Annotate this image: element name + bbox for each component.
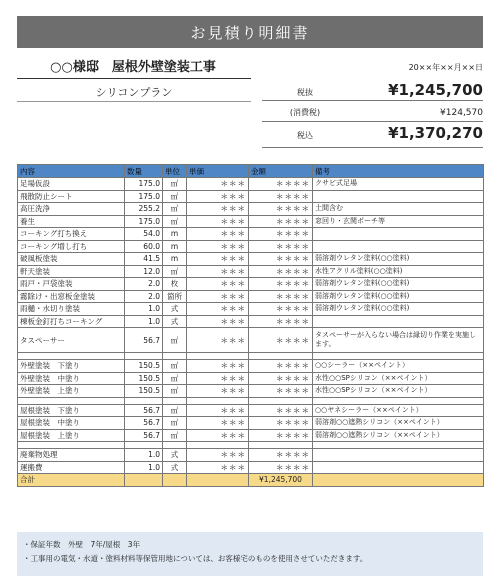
cell-qty: 56.7 — [125, 404, 163, 417]
cell-amount: ＊＊＊＊ — [249, 417, 313, 430]
cell-note: 弱溶剤ウレタン塗料(○○塗料) — [313, 253, 484, 266]
cell-qty: 2.0 — [125, 290, 163, 303]
cell-note — [313, 461, 484, 474]
cell-note — [313, 228, 484, 241]
cell-price: ＊＊＊ — [187, 253, 249, 266]
spacer-cell — [163, 353, 187, 360]
cell-price: ＊＊＊ — [187, 449, 249, 462]
plan-underline — [17, 101, 251, 102]
cell-item: 高圧洗浄 — [18, 203, 125, 216]
cell-price: ＊＊＊ — [187, 178, 249, 191]
cell-price: ＊＊＊ — [187, 315, 249, 328]
cell-note: 弱溶剤ウレタン塗料(○○塗料) — [313, 290, 484, 303]
cell-unit: ㎡ — [163, 360, 187, 373]
document-title: お見積り明細書 — [17, 16, 483, 48]
header-note: 備考 — [313, 165, 484, 178]
total-cell-note — [313, 474, 484, 487]
tax-row — [265, 107, 483, 118]
table-row — [18, 203, 484, 216]
table-row — [18, 385, 484, 398]
spacer-cell — [163, 442, 187, 449]
table-row — [18, 315, 484, 328]
cell-note: タスペーサーが入らない場合は縁切り作業を実施します。 — [313, 328, 484, 353]
amount-divider — [262, 147, 483, 148]
cell-amount: ＊＊＊＊ — [249, 265, 313, 278]
cell-unit: 式 — [163, 315, 187, 328]
cell-unit: 式 — [163, 461, 187, 474]
header-item: 内容 — [18, 165, 125, 178]
cell-price: ＊＊＊ — [187, 417, 249, 430]
cell-note: 水性○○SPシリコン（××ペイント） — [313, 385, 484, 398]
spacer-cell — [313, 442, 484, 449]
cell-item: 雨樋・水切り塗装 — [18, 303, 125, 316]
cell-note: 窓回り・玄関ポーチ等 — [313, 215, 484, 228]
spacer-row — [18, 442, 484, 449]
table-header-row — [18, 165, 484, 178]
cell-unit: ㎡ — [163, 385, 187, 398]
header-price: 単価 — [187, 165, 249, 178]
spacer-row — [18, 353, 484, 360]
table-row — [18, 215, 484, 228]
total-value: ¥1,370,270 — [388, 124, 483, 142]
cell-unit: ㎡ — [163, 190, 187, 203]
table-row — [18, 417, 484, 430]
cell-unit: ㎡ — [163, 372, 187, 385]
cell-price: ＊＊＊ — [187, 203, 249, 216]
spacer-cell — [163, 397, 187, 404]
cell-price: ＊＊＊ — [187, 385, 249, 398]
cell-unit: ㎡ — [163, 429, 187, 442]
cell-unit: 式 — [163, 303, 187, 316]
cell-item: 棟板金釘打ちコーキング — [18, 315, 125, 328]
cell-amount: ＊＊＊＊ — [249, 215, 313, 228]
cell-item: 屋根塗装 下塗り — [18, 404, 125, 417]
spacer-cell — [313, 353, 484, 360]
cell-item: 運搬費 — [18, 461, 125, 474]
cell-amount: ＊＊＊＊ — [249, 190, 313, 203]
cell-unit: ㎡ — [163, 417, 187, 430]
cell-price: ＊＊＊ — [187, 328, 249, 353]
table-row — [18, 328, 484, 353]
plan-name: シリコンプラン — [95, 86, 173, 99]
spacer-cell — [249, 353, 313, 360]
cell-qty: 56.7 — [125, 328, 163, 353]
cell-qty: 150.5 — [125, 372, 163, 385]
cell-amount: ＊＊＊＊ — [249, 290, 313, 303]
cell-item: 外壁塗装 下塗り — [18, 360, 125, 373]
cell-item: 軒天塗装 — [18, 265, 125, 278]
total-row — [18, 474, 484, 487]
cell-amount: ＊＊＊＊ — [249, 303, 313, 316]
cell-unit: ㎡ — [163, 215, 187, 228]
cell-qty: 175.0 — [125, 215, 163, 228]
cell-item: 養生 — [18, 215, 125, 228]
spacer-cell — [187, 353, 249, 360]
cell-unit: ㎡ — [163, 203, 187, 216]
cell-note — [313, 190, 484, 203]
cell-qty: 175.0 — [125, 190, 163, 203]
cell-note: 弱溶剤ウレタン塗料(○○塗料) — [313, 278, 484, 291]
total-cell-amount: ¥1,245,700 — [249, 474, 313, 487]
cell-price: ＊＊＊ — [187, 215, 249, 228]
cell-qty: 12.0 — [125, 265, 163, 278]
cell-qty: 1.0 — [125, 449, 163, 462]
cell-qty: 60.0 — [125, 240, 163, 253]
note-utilities: ・工事用の電気・水道・塗料材料等保管用地については、お客様宅のものを使用させていただきます。 — [23, 554, 368, 563]
spacer-cell — [18, 442, 125, 449]
header-unit: 単位 — [163, 165, 187, 178]
cell-unit: ㎡ — [163, 328, 187, 353]
cell-unit: 枚 — [163, 278, 187, 291]
table-row — [18, 360, 484, 373]
cell-price: ＊＊＊ — [187, 228, 249, 241]
cell-item: 霧除け・出窓板金塗装 — [18, 290, 125, 303]
header-amount: 金額 — [249, 165, 313, 178]
estimate-table — [17, 164, 484, 487]
note-warranty: ・保証年数 外壁 7年/屋根 3年 — [23, 540, 141, 549]
total-label: 税込 — [297, 131, 313, 140]
cell-qty: 1.0 — [125, 461, 163, 474]
spacer-row — [18, 397, 484, 404]
table-row — [18, 449, 484, 462]
cell-note: 水性○○SPシリコン（××ペイント） — [313, 372, 484, 385]
table-row — [18, 265, 484, 278]
cell-note — [313, 315, 484, 328]
spacer-cell — [249, 442, 313, 449]
cell-item: 廃棄物処理 — [18, 449, 125, 462]
cell-note: 土間含む — [313, 203, 484, 216]
cell-amount: ＊＊＊＊ — [249, 461, 313, 474]
table-row — [18, 178, 484, 191]
cell-unit: ㎡ — [163, 265, 187, 278]
cell-item: 屋根塗装 上塗り — [18, 429, 125, 442]
cell-qty: 175.0 — [125, 178, 163, 191]
cell-note — [313, 240, 484, 253]
cell-amount: ＊＊＊＊ — [249, 178, 313, 191]
tax-label: (消費税) — [289, 108, 321, 117]
total-row — [265, 124, 483, 142]
cell-amount: ＊＊＊＊ — [249, 372, 313, 385]
cell-item: 屋根塗装 中塗り — [18, 417, 125, 430]
cell-unit: m — [163, 240, 187, 253]
cell-item: 足場仮設 — [18, 178, 125, 191]
cell-qty: 54.0 — [125, 228, 163, 241]
cell-price: ＊＊＊ — [187, 404, 249, 417]
cell-price: ＊＊＊ — [187, 461, 249, 474]
cell-item: 破風板塗装 — [18, 253, 125, 266]
spacer-cell — [249, 397, 313, 404]
cell-price: ＊＊＊ — [187, 265, 249, 278]
cell-qty: 56.7 — [125, 417, 163, 430]
spacer-cell — [313, 397, 484, 404]
cell-price: ＊＊＊ — [187, 190, 249, 203]
total-cell-unit — [163, 474, 187, 487]
notes-box — [17, 532, 483, 576]
cell-amount: ＊＊＊＊ — [249, 404, 313, 417]
table-row — [18, 429, 484, 442]
cell-item: コーキング増し打ち — [18, 240, 125, 253]
cell-amount: ＊＊＊＊ — [249, 360, 313, 373]
spacer-cell — [187, 442, 249, 449]
cell-amount: ＊＊＊＊ — [249, 385, 313, 398]
cell-note: ○○ヤネシーラー（××ペイント） — [313, 404, 484, 417]
cell-price: ＊＊＊ — [187, 303, 249, 316]
total-cell-price — [187, 474, 249, 487]
cell-unit: m — [163, 253, 187, 266]
cell-qty: 1.0 — [125, 303, 163, 316]
table-row — [18, 290, 484, 303]
cell-item: コーキング打ち換え — [18, 228, 125, 241]
cell-unit: ㎡ — [163, 178, 187, 191]
table-row — [18, 404, 484, 417]
pretax-row — [265, 81, 483, 99]
table-row — [18, 253, 484, 266]
cell-amount: ＊＊＊＊ — [249, 203, 313, 216]
pretax-label: 税抜 — [297, 88, 313, 97]
cell-amount: ＊＊＊＊ — [249, 253, 313, 266]
amount-divider — [262, 100, 483, 101]
cell-unit: ㎡ — [163, 404, 187, 417]
cell-qty: 56.7 — [125, 429, 163, 442]
cell-amount: ＊＊＊＊ — [249, 328, 313, 353]
cell-note: クサビ式足場 — [313, 178, 484, 191]
cell-item: 外壁塗装 上塗り — [18, 385, 125, 398]
spacer-cell — [125, 353, 163, 360]
cell-unit: 箇所 — [163, 290, 187, 303]
table-row — [18, 240, 484, 253]
cell-item: 外壁塗装 中塗り — [18, 372, 125, 385]
cell-price: ＊＊＊ — [187, 372, 249, 385]
cell-note: 弱溶剤ウレタン塗料(○○塗料) — [313, 303, 484, 316]
cell-amount: ＊＊＊＊ — [249, 429, 313, 442]
table-row — [18, 278, 484, 291]
cell-item: 飛散防止シート — [18, 190, 125, 203]
cell-amount: ＊＊＊＊ — [249, 315, 313, 328]
cell-price: ＊＊＊ — [187, 429, 249, 442]
project-name: ○○様邸 屋根外壁塗装工事 — [50, 60, 216, 75]
spacer-cell — [125, 442, 163, 449]
cell-amount: ＊＊＊＊ — [249, 449, 313, 462]
pretax-value: ¥1,245,700 — [388, 81, 483, 99]
cell-item: タスペーサー — [18, 328, 125, 353]
cell-qty: 150.5 — [125, 360, 163, 373]
cell-note: 水性アクリル塗料(○○塗料) — [313, 265, 484, 278]
spacer-cell — [125, 397, 163, 404]
cell-qty: 41.5 — [125, 253, 163, 266]
cell-amount: ＊＊＊＊ — [249, 240, 313, 253]
issue-date: 20××年××月××日 — [408, 63, 483, 72]
cell-item: 雨戸・戸袋塗装 — [18, 278, 125, 291]
cell-note: 弱溶剤○○遮熱シリコン（××ペイント） — [313, 417, 484, 430]
project-underline — [17, 78, 251, 79]
spacer-cell — [18, 397, 125, 404]
cell-amount: ＊＊＊＊ — [249, 228, 313, 241]
table-body — [18, 178, 484, 487]
total-cell-qty — [125, 474, 163, 487]
cell-qty: 2.0 — [125, 278, 163, 291]
cell-price: ＊＊＊ — [187, 240, 249, 253]
spacer-cell — [187, 397, 249, 404]
cell-unit: 式 — [163, 449, 187, 462]
cell-note — [313, 449, 484, 462]
cell-note: ○○シーラー（××ペイント） — [313, 360, 484, 373]
header-qty: 数量 — [125, 165, 163, 178]
spacer-cell — [18, 353, 125, 360]
table-row — [18, 461, 484, 474]
table-row — [18, 372, 484, 385]
cell-price: ＊＊＊ — [187, 360, 249, 373]
cell-price: ＊＊＊ — [187, 278, 249, 291]
cell-qty: 255.2 — [125, 203, 163, 216]
table-row — [18, 303, 484, 316]
cell-unit: m — [163, 228, 187, 241]
tax-value: ¥124,570 — [440, 108, 483, 118]
cell-amount: ＊＊＊＊ — [249, 278, 313, 291]
table-row — [18, 190, 484, 203]
amount-divider — [262, 121, 483, 122]
cell-qty: 1.0 — [125, 315, 163, 328]
total-cell-item: 合計 — [18, 474, 125, 487]
cell-price: ＊＊＊ — [187, 290, 249, 303]
cell-qty: 150.5 — [125, 385, 163, 398]
table-row — [18, 228, 484, 241]
cell-note: 弱溶剤○○遮熱シリコン（××ペイント） — [313, 429, 484, 442]
